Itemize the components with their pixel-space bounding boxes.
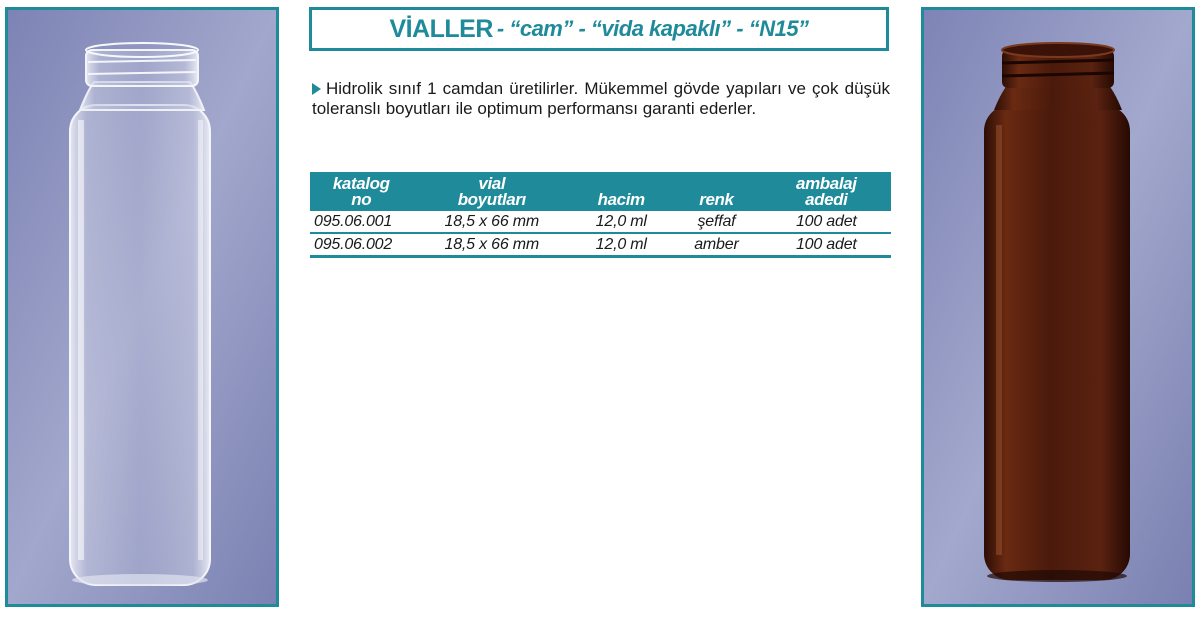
- header-vial-line1: vial: [478, 174, 506, 193]
- description-text: Hidrolik sınıf 1 camdan üretilirler. Mükemmel gövde yapıları ve çok düşük toleranslı boyutları ile optimum performansı garanti ederler.: [312, 79, 890, 118]
- product-table: [310, 172, 891, 258]
- amber-vial-photo: [921, 7, 1195, 607]
- triangle-right-icon: [312, 83, 321, 95]
- cell-katalog: 095.06.002: [310, 233, 412, 257]
- header-vial-line2: boyutları: [457, 190, 526, 209]
- cell-hacim: 12,0 ml: [571, 211, 671, 233]
- cell-boyut: 18,5 x 66 mm: [412, 211, 571, 233]
- product-description: [312, 79, 890, 119]
- header-renk: renk: [671, 172, 761, 211]
- header-ambalaj-line2: adedi: [805, 190, 848, 209]
- header-katalog-line1: katalog: [332, 174, 390, 193]
- cell-katalog: 095.06.001: [310, 211, 412, 233]
- table-row: [310, 233, 891, 257]
- header-hacim: hacim: [571, 172, 671, 211]
- title-main: VİALLER: [389, 14, 493, 43]
- table-header-row: [310, 172, 891, 211]
- amber-vial-image: [924, 10, 1192, 604]
- table-row: [310, 211, 891, 233]
- title-sub: - “cam” - “vida kapaklı” - “N15”: [496, 16, 809, 41]
- cell-hacim: 12,0 ml: [571, 233, 671, 257]
- header-katalog: [310, 172, 412, 211]
- header-ambalaj: [762, 172, 891, 211]
- cell-ambalaj: 100 adet: [762, 211, 891, 233]
- header-vial: [412, 172, 571, 211]
- page-title: [309, 7, 889, 51]
- header-katalog-line2: no: [351, 190, 372, 209]
- clear-vial-photo: [5, 7, 279, 607]
- cell-boyut: 18,5 x 66 mm: [412, 233, 571, 257]
- cell-renk: şeffaf: [671, 211, 761, 233]
- cell-renk: amber: [671, 233, 761, 257]
- clear-vial-image: [8, 10, 276, 604]
- header-ambalaj-line1: ambalaj: [796, 174, 857, 193]
- cell-ambalaj: 100 adet: [762, 233, 891, 257]
